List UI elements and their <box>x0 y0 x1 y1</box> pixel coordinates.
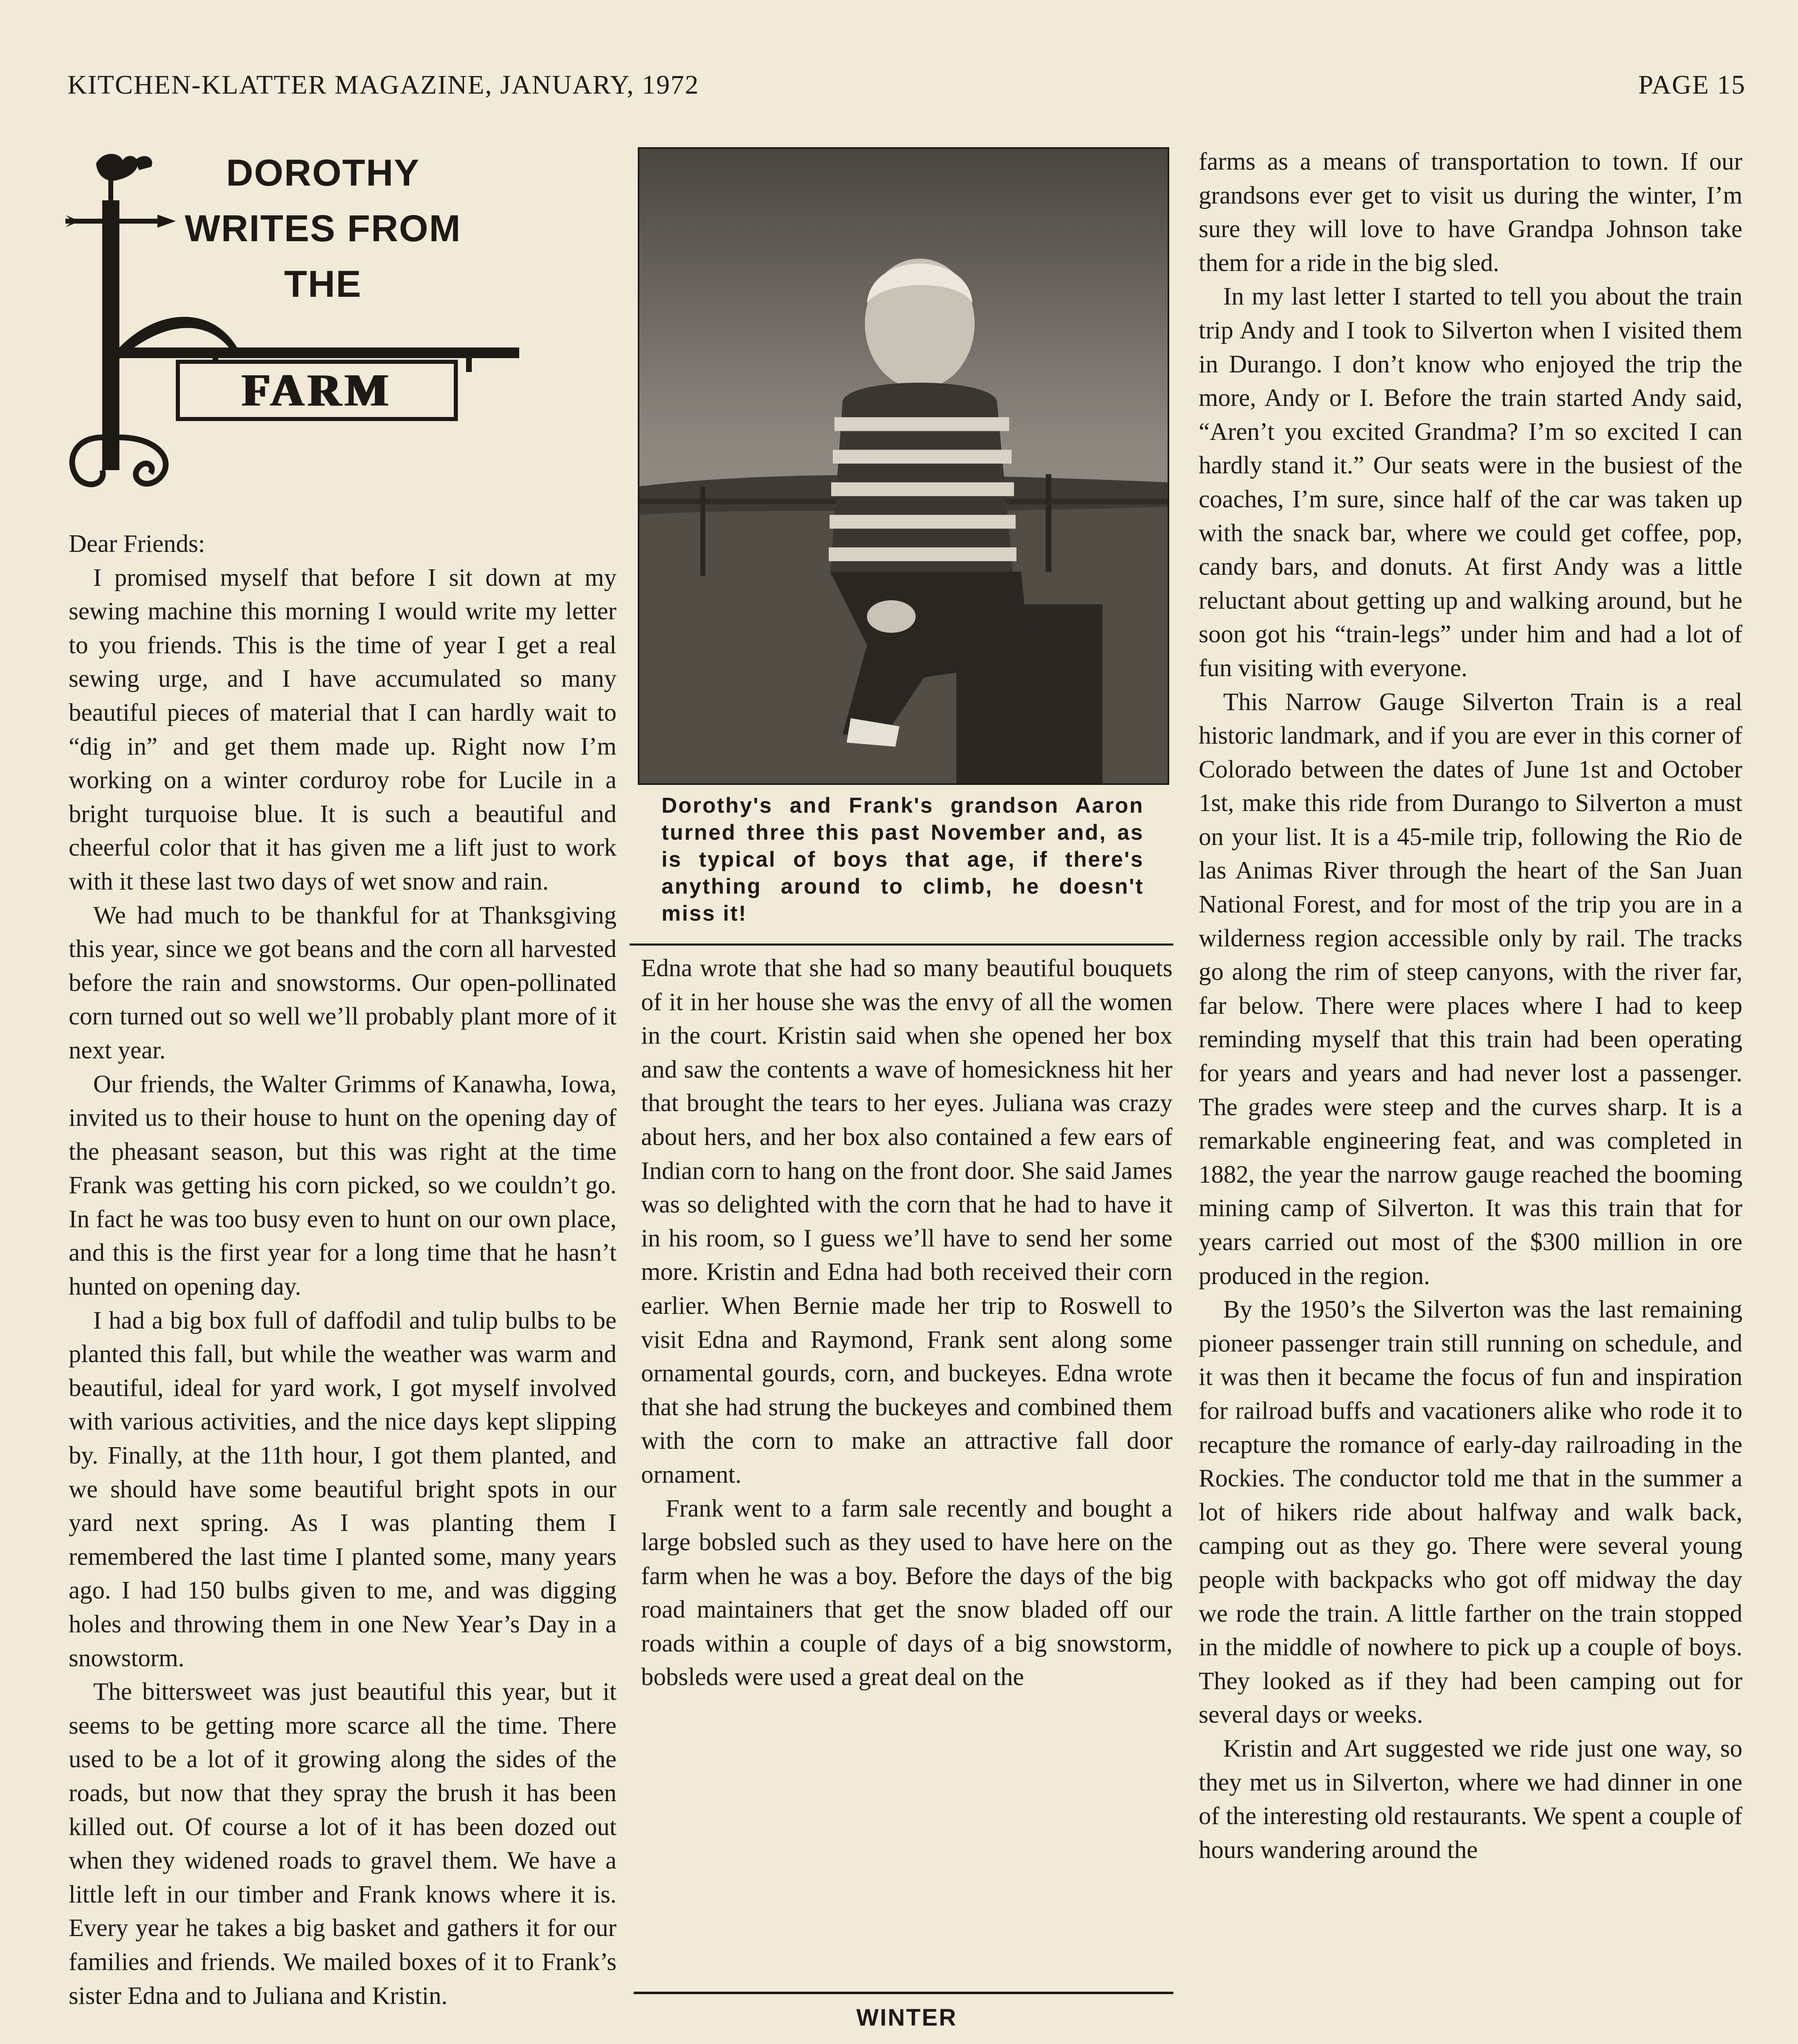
photo-aaron <box>638 147 1169 785</box>
paragraph: Our friends, the Walter Grimms of Kanawha, Iowa, invited us to their house to hunt on the opening day of the pheasant season, but this was right at the time Frank was getting his corn picked, so we couldn’t go. In fact he was too busy even to hunt on our own place, and this is the first year for a long time that he hasn’t hunted on opening day. <box>69 1070 617 1301</box>
rooster-icon <box>96 154 152 201</box>
paragraph: This Narrow Gauge Silverton Train is a real historic landmark, and if you are ever in this corner of Colorado between the dates of June 1st and October 1st, make this ride from Durango to Silverton a must on your list. It is a 45-mile trip, following the Rio de las Animas River through the heart of the San Juan National Forest, and for most of the trip you are in a wilderness region accessible only by rail. The tracks go along the rim of steep canyons, with the river far, far below. There were places where I had to keep reminding myself that this train had been operating for years and years and had never lost a passenger. The grades were steep and the curves sharp. It is a remarkable engineering feat, and was completed in 1882, the year the narrow gauge reached the booming mining camp of Silverton. It was this train that for years carried out most of the $300 million in ore produced in the region. <box>1199 688 1742 1290</box>
column-title-line3: THE <box>284 263 362 305</box>
letter-column-3 <box>1199 145 1742 1867</box>
poem-divider <box>634 1992 1173 1994</box>
greeting: Dear Friends: <box>69 530 205 558</box>
paragraph: farms as a means of transportation to town. If our grandsons ever get to visit us during the winter, I’m sure they will love to have Grandpa Johnson take them for a ride in the big sled. <box>1199 148 1742 277</box>
paragraph: I promised myself that before I sit down at my sewing machine this morning I would write my letter to you friends. This is the time of year I get a real sewing urge, and I have accumulated so many beautiful pieces of material that I can hardly wait to “dig in” and get them made up. Right now I’m working on a winter corduroy robe for Lucile in a bright turquoise blue. It is such a beautiful and cheerful color that it has given me a lift just to work with it these last two days of wet snow and rain. <box>69 564 617 895</box>
column-title <box>151 145 495 312</box>
letter-column-1 <box>69 527 617 2013</box>
column-title-line2: WRITES FROM <box>184 208 462 249</box>
poem-title: WINTER <box>856 2004 957 2031</box>
paragraph: I had a big box full of daffodil and tulip bulbs to be planted this fall, but while the weather was warm and beautiful, ideal for yard work, I got myself involved with various activities, and the nice days kept slipping by. Finally, at the 11th hour, I got them planted, and we should have some beautiful bright spots in our yard next spring. As I was planting them I remembered the last time I planted some, many years ago. I had 150 bulbs given to me, and was digging holes and throwing them in one New Year’s Day in a snowstorm. <box>69 1307 617 1672</box>
column-title-line1: DOROTHY <box>226 152 420 194</box>
winter-poem <box>641 2001 1173 2044</box>
magazine-masthead: KITCHEN-KLATTER MAGAZINE, JANUARY, 1972 <box>67 70 699 100</box>
paragraph: We had much to be thankful for at Thanksgiving this year, since we got beans and the corn all harvested before the rain and snowstorms. Our open-pollinated corn turned out so well we’ll probably plant more of it next year. <box>69 901 617 1064</box>
paragraph: The bittersweet was just beautiful this year, but it seems to be getting more scarce all the time. There used to be a lot of it growing along the sides of the roads, but now that they spray the brush it has been killed out. Of course a lot of it has been dozed out when they widened roads to gravel them. We have a little left in our timber and Frank knows where it is. Every year he takes a big basket and gathers it for our families and friends. We mailed boxes of it to Frank’s sister Edna and to Juliana and Kristin. <box>69 1678 617 2010</box>
page-number: PAGE 15 <box>1638 70 1746 100</box>
paragraph: Frank went to a farm sale recently and bought a large bobsled such as they used to have here on the farm when he was a boy. Before the days of the big road maintainers that get the snow bladed off our roads within a couple of days of a big snowstorm, bobsleds were used a great deal on the <box>641 1495 1173 1691</box>
poem-line <box>641 2041 1173 2044</box>
paragraph: In my last letter I started to tell you about the train trip Andy and I took to Silverton when I visited them in Durango. I don’t know who enjoyed the trip the more, Andy or I. Before the train started Andy said, “Aren’t you excited Grandma? I’m so excited I can hardly stand it.” Our seats were in the busiest of the coaches, I’m sure, since half of the car was taken up with the snack bar, where we could get coffee, pop, candy bars, and donuts. At first Andy was a little reluctant about getting up and walking around, but he soon got his “train-legs” under him and had a lot of fun visiting with everyone. <box>1199 283 1742 682</box>
paragraph: Kristin and Art suggested we ride just one way, so they met us in Silverton, where we had dinner in one of the interesting old restaurants. We spent a couple of hours wandering around the <box>1199 1735 1742 1864</box>
farm-sign: FARM <box>176 360 458 421</box>
signpost-icon <box>102 200 119 470</box>
paragraph: Edna wrote that she had so many beautiful bouquets of it in her house she was the envy of all the women in the court. Kristin said when she opened her box and saw the contents a wave of homesickness hit her that brought the tears to her eyes. Juliana was crazy about hers, and her box also contained a few ears of Indian corn to hang on the front door. She said James was so delighted with the corn that he had to have it in his room, so I guess we’ll have to send her some more. Kristin and Edna had both received their corn earlier. When Bernie made her trip to Roswell to visit Edna and Raymond, Frank sent along some ornamental gourds, corn, and buckeyes. Edna wrote that she had strung the buckeyes and combined them with the corn to make an attractive fall door ornament. <box>641 955 1173 1488</box>
photo-caption: Dorothy's and Frank's grandson Aaron turned three this past November and, as is typical of boys that age, if there's anything around to climb, he doesn't miss it! <box>661 793 1144 926</box>
letter-column-2 <box>641 952 1173 1694</box>
caption-divider <box>630 944 1173 946</box>
paragraph: By the 1950’s the Silverton was the last remaining pioneer passenger train still running on schedule, and it was then it became the focus of fun and inspiration for railroad buffs and vacationers alike who rode it to recapture the romance of early-day railroading in the Rockies. The conductor told me that in the summer a lot of hikers ride about halfway and walk back, camping out as they go. There were several young people with backpacks who got off midway the day we rode the train. A little farther on the train stopped in the middle of nowhere to pick up a couple of boys. They looked as if they had been camping out for several days or weeks. <box>1199 1296 1742 1729</box>
boy-photo-image <box>639 149 1168 783</box>
